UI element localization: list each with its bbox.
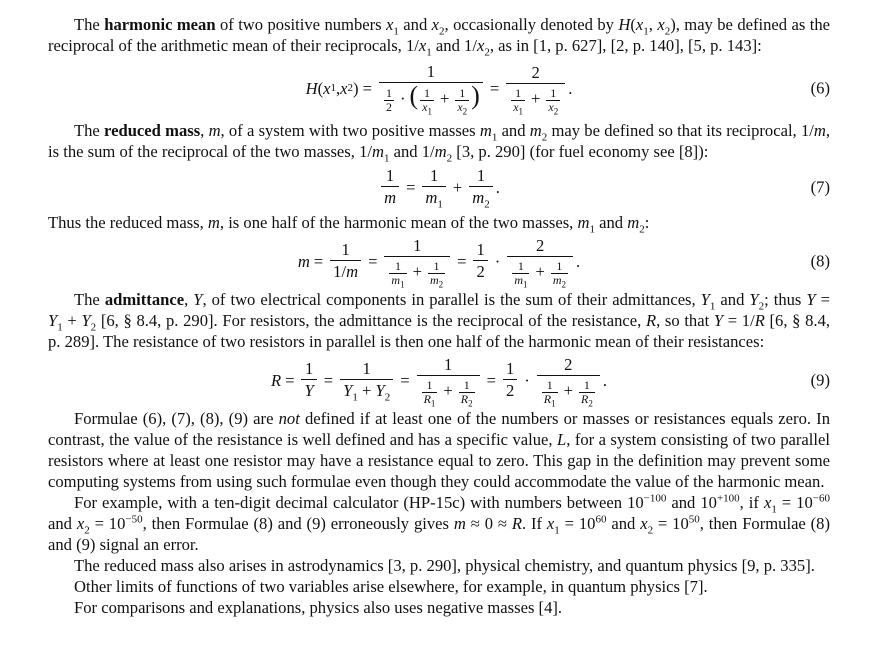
equation-8: m = $\frac{1}{1/m}$ = 1 $\frac{1}{m_1}$ + $\frac{1}{m_2}$ = $\frac{1}{2}$ · 2 $\frac{1}{m_1}$ + $\frac{1}{m_2}$ . (8) — [297, 235, 830, 289]
equation-7: $\frac{1}{m}$ = $\frac{1}{m_1}$ + $\frac{1}{m_2}$ . (7) — [48, 162, 830, 212]
equation-6: H ( x 1 , x 2 ) = 1 $\frac{1}{2}$ · ( $\frac{1}{x_1}$ + $\frac{1}{x_2}$ ) = 2 $\frac{1}{x_1}$ + $\frac{1}{x_2}$ . (6) — [305, 62, 830, 117]
paragraph-other-limits: Other limits of functions of two variables arise elsewhere, for example, in quantum physics [7]. — [74, 577, 708, 596]
equation-number: (7) — [810, 177, 830, 197]
paragraph-astrodynamics: The reduced mass also arises in astrodynamics [3, p. 290], physical chemistry, and quantum physics [9, p. 335]. — [74, 556, 815, 575]
term-harmonic-mean: harmonic mean — [104, 15, 216, 34]
paragraph-thus-reduced-mass: Thus the reduced mass, m, is one half of the harmonic mean of the two masses, $m_1$ and $m_2$: — [48, 213, 650, 236]
paragraph-harmonic-mean: The harmonic mean of two positive numbers $x_1$ and $x_2$, occasionally denoted by $H(x_1$, $x_2$), may be defined as the reciprocal of the arithmetic mean of their reciprocals, $1/x_1$ and $1/x_2$, as in [1, p. 627], [2, p. 140], [5, p. 143]: — [48, 15, 830, 59]
paragraph-formulae-undefined: Formulae (6), (7), (8), (9) are not defined if at least one of the numbers or masses or resistances equals zero. In contrast, the value of the resistance is well defined and has a specific value, L, for a system consisting of two parallel resistors where at least one resistor may have a resistance equal to zero. This gap in the definition may prevent some computing systems from using such formulae even though they could accommodate the value of the harmonic mean. — [48, 409, 830, 491]
emphasis-not: not — [278, 409, 300, 428]
equation-number: (6) — [810, 78, 830, 98]
paragraph-admittance: The admittance, Y, of two electrical components in parallel is the sum of their admittances, $Y_1$ and $Y_2$; thus $Y = Y_1 + Y_2$ [6, § 8.4, p. 290]. For resistors, the admittance is the reciprocal of the resistance, R, so that Y = 1/R [6, § 8.4, p. 289]. The resistance of two resistors in parallel is then one half of the harmonic mean of their resistances: — [48, 290, 831, 351]
equation-number: (9) — [810, 370, 830, 390]
paragraph-calculator-example: For example, with a ten-digit decimal calculator (HP-15c) with numbers between $10^{-100}$ and $10^{+100}$, if $x_1 = 10^{-60}$ and $x_2 = 10^{-50}$, then Formulae (8) and (9) erroneously gives m ≈ 0 ≈ R. If $x_1 = 10^{60}$ and $x_2 = 10^{50}$, then Formulae (8) and (9) signal an error. — [48, 492, 831, 554]
equation-number: (8) — [810, 251, 830, 271]
paragraph-negative-masses: For comparisons and explanations, physics also uses negative masses [4]. — [74, 598, 563, 617]
term-admittance: admittance — [104, 290, 185, 309]
equation-9: R = $\frac{1}{Y}$ = $\frac{1}{Y_1 + Y_2}$ = 1 $\frac{1}{R_1}$ + $\frac{1}{R_2}$ = $\frac{1}{2}$ · 2 $\frac{1}{R_1}$ + $\frac{1}{R_2}$ . (9) — [270, 354, 830, 408]
term-reduced-mass: reduced mass — [104, 121, 201, 140]
paragraph-reduced-mass: The reduced mass, m, of a system with two positive masses $m_1$ and $m_2$ may be defined so that its reciprocal, 1/m, is the sum of the reciprocal of the two masses, $1/m_1$ and $1/m_2$ [3, p. 290] (for fuel economy see [8]): — [48, 121, 830, 165]
